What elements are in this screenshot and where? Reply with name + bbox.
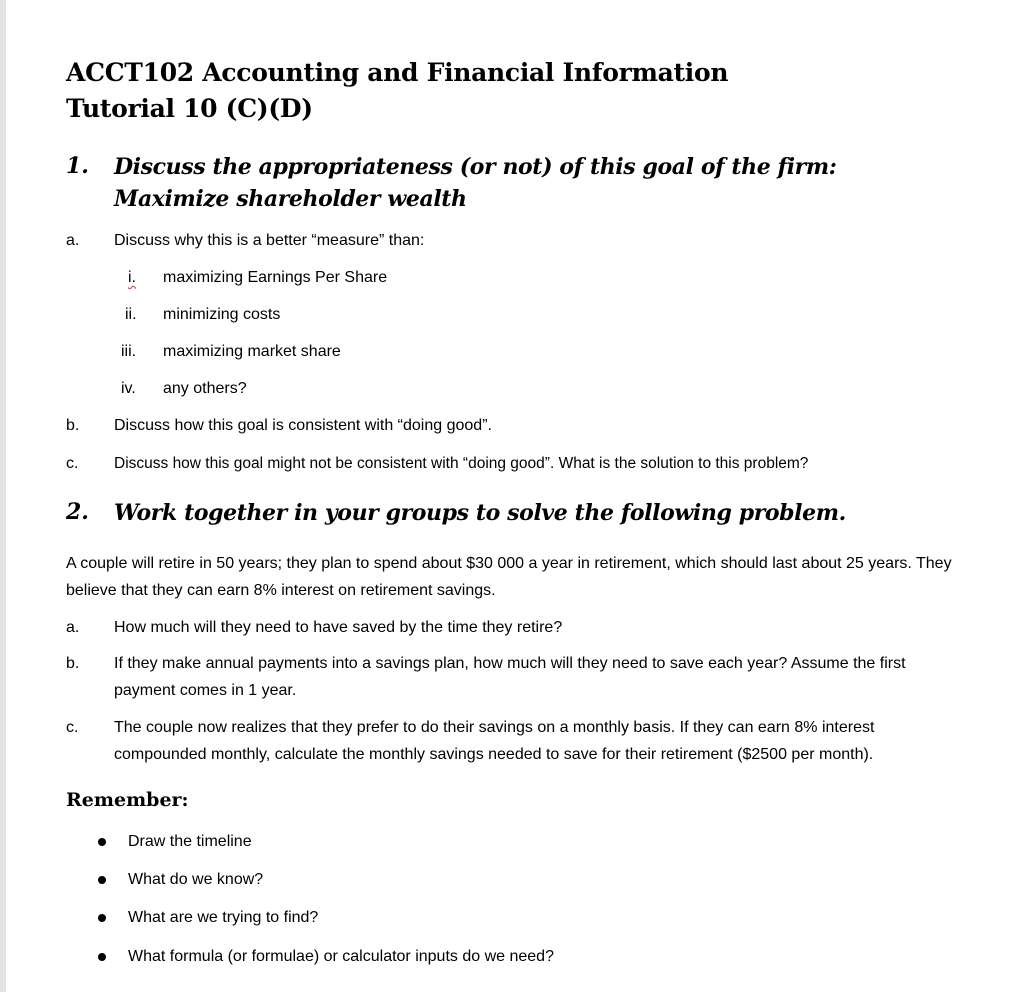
q1-item-a-marker: a. xyxy=(66,232,80,249)
q1-subitem-iv-text: any others? xyxy=(163,380,247,397)
bullet-icon xyxy=(98,876,106,884)
q2-item-c-marker: c. xyxy=(66,719,79,736)
tutorial-title: Tutorial 10 (C)(D) xyxy=(66,94,313,123)
q1-item-c-marker: c. xyxy=(66,455,79,472)
remember-heading: Remember: xyxy=(66,789,189,811)
q1-item-c-text: Discuss how this goal might not be consistent with “doing good”. What is the solution to this problem? xyxy=(114,455,809,472)
q2-item-c-text: The couple now realizes that they prefer to do their savings on a monthly basis. If they can earn 8% interest compounded monthly, calculate the monthly savings needed to save for their retirement ($2500 per month). xyxy=(114,719,875,763)
remember-bullet-2: What do we know? xyxy=(128,871,264,888)
bullet-icon xyxy=(98,953,106,961)
q1-text: Discuss the appropriateness (or not) of this goal of the firm: Maximize shareholder wealth xyxy=(114,154,837,212)
q1-subitem-ii-marker: ii. xyxy=(125,306,137,323)
bullet-icon xyxy=(98,838,106,846)
q1-item-b-marker: b. xyxy=(66,417,80,434)
q2-number: 2. xyxy=(66,499,89,525)
course-title: ACCT102 Accounting and Financial Information xyxy=(66,58,729,87)
q1-subitem-iii-marker: iii. xyxy=(121,343,137,360)
q1-subitem-iv-marker: iv. xyxy=(121,380,136,397)
remember-bullet-4: What formula (or formulae) or calculator inputs do we need? xyxy=(128,948,554,965)
q1-subitem-ii-text: minimizing costs xyxy=(163,306,281,323)
remember-bullet-1: Draw the timeline xyxy=(128,833,252,850)
q2-text: Work together in your groups to solve the following problem. xyxy=(114,500,846,526)
bullet-icon xyxy=(98,914,106,922)
q2-item-a-marker: a. xyxy=(66,619,80,636)
q1-subitem-i-marker: i. xyxy=(128,269,136,286)
q1-item-b-text: Discuss how this goal is consistent with “doing good”. xyxy=(114,417,492,434)
q1-number: 1. xyxy=(66,153,89,179)
q2-item-a-text: How much will they need to have saved by the time they retire? xyxy=(114,619,563,636)
q2-item-b-text: If they make annual payments into a savings plan, how much will they need to save each year? Assume the first payment comes in 1 year. xyxy=(114,655,906,699)
q2-item-b-marker: b. xyxy=(66,655,80,672)
q1-subitem-i-text: maximizing Earnings Per Share xyxy=(163,269,388,286)
q2-intro: A couple will retire in 50 years; they plan to spend about $30 000 a year in retirement, which should last about 25 years. They believe that they can earn 8% interest on retirement savings. xyxy=(66,555,952,599)
q1-item-a-text: Discuss why this is a better “measure” than: xyxy=(114,232,425,249)
remember-bullet-3: What are we trying to find? xyxy=(128,909,319,926)
q1-subitem-iii-text: maximizing market share xyxy=(163,343,341,360)
